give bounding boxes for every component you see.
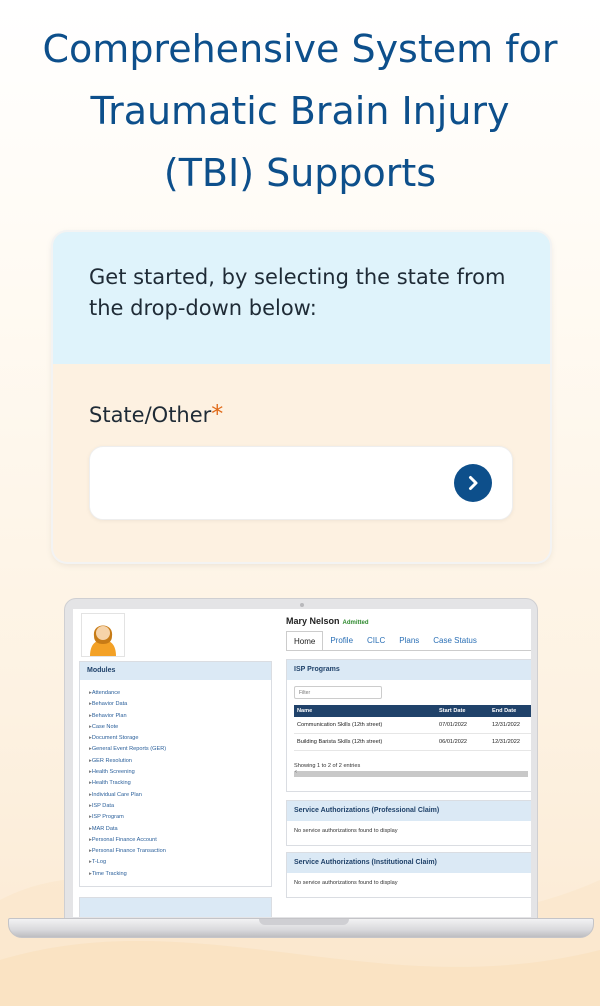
tab-case-status[interactable]: Case Status xyxy=(433,636,477,645)
module-link[interactable]: ▸ General Event Reports (GER) xyxy=(89,744,262,755)
required-asterisk: * xyxy=(211,400,224,428)
service-auth-institutional-empty: No service authorizations found to display xyxy=(294,880,398,886)
laptop-base xyxy=(8,918,594,938)
camera-dot xyxy=(300,603,304,607)
intro-text: Get started, by selecting the state from the drop-down below: xyxy=(89,265,506,320)
module-link[interactable]: ▸ Behavior Data xyxy=(89,699,262,710)
card-form xyxy=(53,364,550,520)
title-line-2: Traumatic Brain Injury xyxy=(90,89,510,133)
modules-list xyxy=(80,680,271,888)
avatar xyxy=(81,613,125,657)
title-line-3: (TBI) Supports xyxy=(163,151,437,195)
cell-start-date: 06/01/2022 xyxy=(436,734,489,751)
entries-info: Showing 1 to 2 of 2 entries xyxy=(294,763,361,769)
tab-plans[interactable]: Plans xyxy=(399,636,420,645)
column-start-date[interactable]: Start Date xyxy=(436,705,489,717)
service-auth-professional-empty: No service authorizations found to display xyxy=(294,828,398,834)
module-link[interactable]: ▸ Behavior Plan xyxy=(89,711,262,722)
patient-name-text: Mary Nelson xyxy=(286,616,340,626)
module-link[interactable]: ▸ Time Tracking xyxy=(89,869,262,880)
isp-programs-panel xyxy=(286,659,531,792)
module-link[interactable]: ▸ Personal Finance Transaction xyxy=(89,846,262,857)
state-label xyxy=(89,400,224,428)
patient-tabs xyxy=(286,631,484,651)
module-link[interactable]: ▸ T-Log xyxy=(89,857,262,868)
module-link[interactable]: ▸ Case Note xyxy=(89,722,262,733)
module-link[interactable]: ▸ Attendance xyxy=(89,688,262,699)
tab-home[interactable]: Home xyxy=(286,631,323,651)
isp-programs-title: ISP Programs xyxy=(287,660,531,680)
column-end-date[interactable]: End Date xyxy=(489,705,531,717)
state-label-text: State/Other xyxy=(89,403,212,427)
cell-start-date: 07/01/2022 xyxy=(436,717,489,734)
table-header-row xyxy=(294,705,531,717)
module-link[interactable]: ▸ GER Resolution xyxy=(89,756,262,767)
column-name[interactable]: Name xyxy=(294,705,436,717)
status-badge: Admitted xyxy=(342,620,369,626)
tab-profile[interactable]: Profile xyxy=(330,636,354,645)
module-link[interactable]: ▸ Health Screening xyxy=(89,767,262,778)
cell-name: Communication Skills (12th street) xyxy=(294,717,436,734)
module-link[interactable]: ▸ Health Tracking xyxy=(89,778,262,789)
horizontal-scrollbar[interactable] xyxy=(294,771,528,777)
modules-title: Modules xyxy=(80,662,271,680)
module-link[interactable]: ▸ ISP Data xyxy=(89,801,262,812)
module-link[interactable]: ▸ MAR Data xyxy=(89,824,262,835)
module-link[interactable]: ▸ Personal Finance Account xyxy=(89,835,262,846)
service-auth-professional-panel xyxy=(286,800,531,846)
service-auth-professional-title: Service Authorizations (Professional Claim) xyxy=(287,801,531,821)
modules-panel xyxy=(79,661,272,887)
state-dropdown[interactable] xyxy=(89,446,513,520)
title-line-1: Comprehensive System for xyxy=(42,27,558,71)
table-row[interactable] xyxy=(294,734,531,751)
filter-input[interactable] xyxy=(294,686,382,699)
laptop-screen xyxy=(73,609,531,917)
tab-cilc[interactable]: CILC xyxy=(367,636,386,645)
isp-table xyxy=(294,705,531,751)
module-link[interactable]: ▸ Individual Care Plan xyxy=(89,790,262,801)
table-row[interactable] xyxy=(294,717,531,734)
module-link[interactable]: ▸ Document Storage xyxy=(89,733,262,744)
go-button[interactable] xyxy=(454,464,492,502)
service-auth-institutional-panel xyxy=(286,852,531,898)
state-selection-card xyxy=(53,232,550,562)
laptop-notch xyxy=(259,919,349,925)
cell-name: Building Barista Skills (12th street) xyxy=(294,734,436,751)
service-auth-institutional-title: Service Authorizations (Institutional Claim) xyxy=(287,853,531,873)
page-title xyxy=(0,18,600,204)
cell-end-date: 12/31/2022 xyxy=(489,717,531,734)
card-intro xyxy=(53,232,550,364)
secondary-panel-header xyxy=(79,897,272,917)
module-link[interactable]: ▸ ISP Program xyxy=(89,812,262,823)
chevron-right-icon xyxy=(464,474,482,492)
tabs-divider xyxy=(286,650,531,651)
patient-name xyxy=(286,616,369,626)
cell-end-date: 12/31/2022 xyxy=(489,734,531,751)
scroll-left-icon[interactable]: ‹ xyxy=(295,769,297,775)
person-avatar-icon xyxy=(82,614,124,656)
laptop-mockup xyxy=(64,598,538,922)
